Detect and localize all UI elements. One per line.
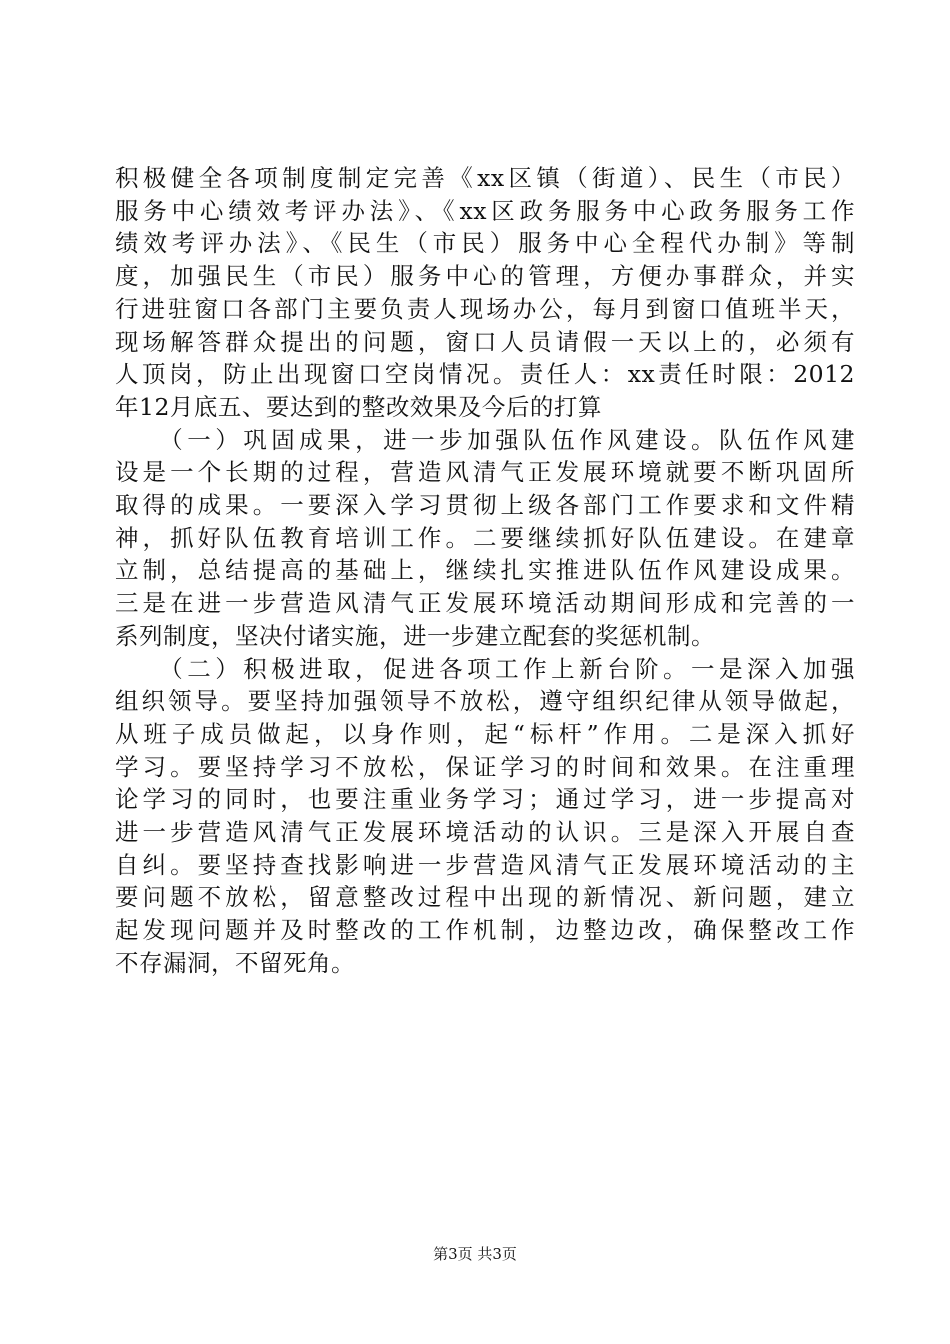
text-line: 要问题不放松，留意整改过程中出现的新情况、新问题，建立 (115, 883, 855, 912)
page-number-footer: 第3页 共3页 (433, 1245, 517, 1263)
text-line: （二）积极进取，促进各项工作上新台阶。一是深入加强 (115, 654, 855, 683)
text-line: 度，加强民生（市民）服务中心的管理，方便办事群众，并实 (115, 262, 855, 291)
text-line: 自纠。要坚持查找影响进一步营造风清气正发展环境活动的主 (115, 850, 855, 879)
text-line: 不存漏洞，不留死角。 (115, 948, 355, 977)
text-line: （一）巩固成果，进一步加强队伍作风建设。队伍作风建 (115, 425, 855, 454)
text-line: 三是在进一步营造风清气正发展环境活动期间形成和完善的一 (115, 589, 855, 618)
text-line: 年12月底五、要达到的整改效果及今后的打算 (115, 392, 602, 421)
text-line: 现场解答群众提出的问题，窗口人员请假一天以上的，必须有 (115, 327, 855, 356)
text-line: 立制，总结提高的基础上，继续扎实推进队伍作风建设成果。 (115, 556, 855, 585)
text-line: 人顶岗，防止出现窗口空岗情况。责任人：xx责任时限：2012 (115, 360, 855, 389)
text-line: 积极健全各项制度制定完善《xx区镇（街道）、民生（市民） (115, 164, 855, 192)
text-line: 设是一个长期的过程，营造风清气正发展环境就要不断巩固所 (115, 458, 855, 487)
text-line: 行进驻窗口各部门主要负责人现场办公，每月到窗口值班半天， (115, 294, 855, 323)
text-line: 神，抓好队伍教育培训工作。二要继续抓好队伍建设。在建章 (115, 523, 855, 552)
text-line: 服务中心绩效考评办法》、《xx区政务服务中心政务服务工作 (115, 196, 855, 225)
text-line: 进一步营造风清气正发展环境活动的认识。三是深入开展自查 (115, 818, 855, 847)
text-line: 起发现问题并及时整改的工作机制，边整边改，确保整改工作 (115, 916, 855, 945)
text-line: 论学习的同时，也要注重业务学习；通过学习，进一步提高对 (115, 785, 855, 814)
text-line: 绩效考评办法》、《民生（市民）服务中心全程代办制》等制 (115, 229, 855, 258)
text-line: 从班子成员做起，以身作则，起“标杆”作用。二是深入抓好 (115, 719, 855, 748)
text-line: 组织领导。要坚持加强领导不放松，遵守组织纪律从领导做起， (115, 687, 855, 716)
text-line: 取得的成果。一要深入学习贯彻上级各部门工作要求和文件精 (115, 491, 855, 520)
text-line: 学习。要坚持学习不放松，保证学习的时间和效果。在注重理 (115, 752, 855, 781)
document-body (115, 162, 855, 980)
text-line: 系列制度，坚决付诸实施，进一步建立配套的奖惩机制。 (115, 621, 715, 650)
